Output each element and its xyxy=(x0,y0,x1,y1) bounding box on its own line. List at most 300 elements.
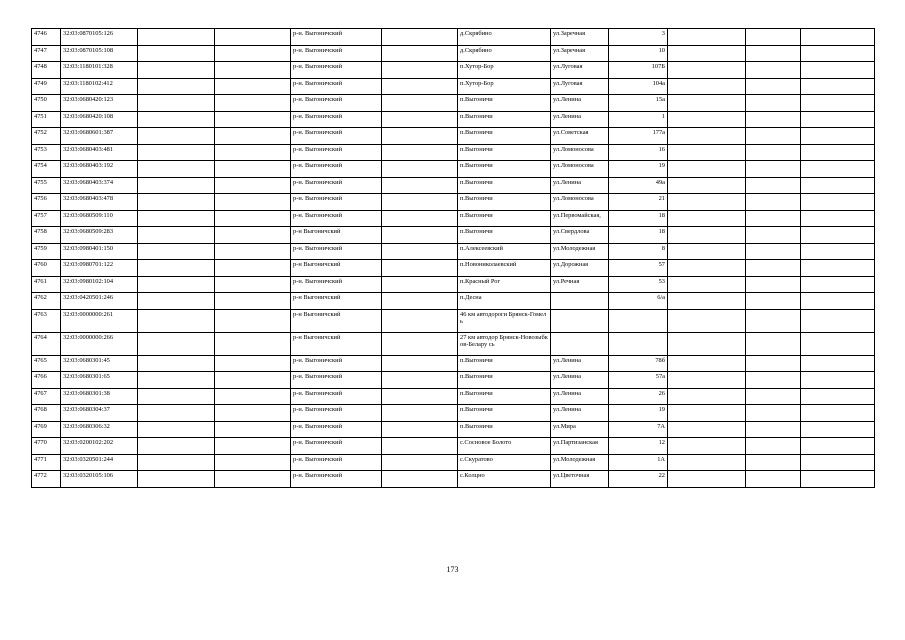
cell-house: 8 xyxy=(609,243,668,260)
cell-empty xyxy=(215,293,291,310)
cell-house: 3 xyxy=(609,29,668,46)
cell-locality: п.Алексеевский xyxy=(458,243,551,260)
cell-empty xyxy=(138,355,215,372)
cell-empty xyxy=(801,227,875,244)
cell-cadastral-number: 32:03:0680403:481 xyxy=(61,144,138,161)
cell-street: ул.Советская xyxy=(551,128,609,145)
cell-district: р-н. Выгоничский xyxy=(291,438,382,455)
cell-number: 4772 xyxy=(32,471,61,488)
cell-cadastral-number: 32:03:0680306:32 xyxy=(61,421,138,438)
cell-cadastral-number: 32:03:0680509:110 xyxy=(61,210,138,227)
cell-empty xyxy=(138,177,215,194)
cell-empty xyxy=(668,210,746,227)
table-row xyxy=(32,421,875,438)
cell-empty xyxy=(668,388,746,405)
cell-empty xyxy=(801,421,875,438)
cell-number: 4756 xyxy=(32,194,61,211)
cell-locality: п.Красный Рог xyxy=(458,276,551,293)
cell-house: 57а xyxy=(609,372,668,389)
cell-empty xyxy=(801,243,875,260)
cell-empty xyxy=(138,243,215,260)
cell-empty xyxy=(382,194,458,211)
cell-empty xyxy=(138,309,215,332)
table-row xyxy=(32,293,875,310)
cell-empty xyxy=(668,405,746,422)
cell-district: р-н Выгоничский xyxy=(291,309,382,332)
cell-locality: п.Выгоничи xyxy=(458,95,551,112)
cell-empty xyxy=(801,332,875,355)
cell-locality: п.Выгоничи xyxy=(458,128,551,145)
cell-locality: п.Хутор-Бор xyxy=(458,62,551,79)
cell-empty xyxy=(746,210,801,227)
cell-locality: с.Скуратово xyxy=(458,454,551,471)
table-row xyxy=(32,260,875,277)
cell-street: ул.Мира xyxy=(551,421,609,438)
table-row xyxy=(32,471,875,488)
cell-empty xyxy=(746,260,801,277)
cell-number: 4751 xyxy=(32,111,61,128)
table-row xyxy=(32,177,875,194)
cell-street: ул.Ленина xyxy=(551,355,609,372)
cell-street xyxy=(551,293,609,310)
cell-cadastral-number: 32:03:0420501:246 xyxy=(61,293,138,310)
cell-empty xyxy=(746,243,801,260)
cell-empty xyxy=(668,45,746,62)
cell-cadastral-number: 32:03:0000000:266 xyxy=(61,332,138,355)
cell-empty xyxy=(382,355,458,372)
cell-house: 107Б xyxy=(609,62,668,79)
cell-house: 16 xyxy=(609,144,668,161)
cell-empty xyxy=(668,372,746,389)
cell-locality: п.Выгоничи xyxy=(458,194,551,211)
cell-empty xyxy=(668,243,746,260)
cell-locality: п.Выгоничи xyxy=(458,355,551,372)
cell-empty xyxy=(382,29,458,46)
cell-district: р-н. Выгоничский xyxy=(291,78,382,95)
cell-cadastral-number: 32:03:0680301:45 xyxy=(61,355,138,372)
cell-empty xyxy=(801,471,875,488)
cell-empty xyxy=(668,421,746,438)
cell-street: ул.Заречная xyxy=(551,29,609,46)
cell-number: 4767 xyxy=(32,388,61,405)
cell-empty xyxy=(746,62,801,79)
registry-body xyxy=(32,29,875,488)
cell-district: р-н. Выгоничский xyxy=(291,177,382,194)
cell-number: 4770 xyxy=(32,438,61,455)
cell-house: 22 xyxy=(609,471,668,488)
cell-empty xyxy=(138,332,215,355)
cell-empty xyxy=(746,438,801,455)
cell-empty xyxy=(138,111,215,128)
cell-house: 19 xyxy=(609,161,668,178)
cell-empty xyxy=(746,29,801,46)
cell-empty xyxy=(215,161,291,178)
cell-empty xyxy=(746,276,801,293)
cell-empty xyxy=(801,372,875,389)
cell-empty xyxy=(668,111,746,128)
cell-empty xyxy=(215,471,291,488)
cell-number: 4760 xyxy=(32,260,61,277)
cell-empty xyxy=(746,128,801,145)
cell-empty xyxy=(382,405,458,422)
table-row xyxy=(32,438,875,455)
cell-district: р-н. Выгоничский xyxy=(291,243,382,260)
cell-locality: 46 км автодороги Брянск-Гомель xyxy=(458,309,551,332)
cell-number: 4750 xyxy=(32,95,61,112)
cell-street: ул.Луговая xyxy=(551,62,609,79)
cell-house: 104а xyxy=(609,78,668,95)
cell-cadastral-number: 32:03:0980102:104 xyxy=(61,276,138,293)
cell-street: ул.Ломоносова xyxy=(551,161,609,178)
cell-district: р-н. Выгоничский xyxy=(291,421,382,438)
cell-empty xyxy=(215,405,291,422)
cell-empty xyxy=(746,471,801,488)
table-row xyxy=(32,355,875,372)
cell-street: ул.Ленина xyxy=(551,372,609,389)
cell-district: р-н. Выгоничский xyxy=(291,372,382,389)
cell-empty xyxy=(382,177,458,194)
cell-empty xyxy=(746,355,801,372)
cell-empty xyxy=(138,405,215,422)
cell-number: 4757 xyxy=(32,210,61,227)
cell-street xyxy=(551,309,609,332)
table-row xyxy=(32,95,875,112)
cell-house: 10 xyxy=(609,45,668,62)
cell-empty xyxy=(382,372,458,389)
cell-empty xyxy=(746,388,801,405)
cell-street: ул.Ленина xyxy=(551,177,609,194)
cell-empty xyxy=(215,29,291,46)
cell-empty xyxy=(215,276,291,293)
table-row xyxy=(32,454,875,471)
cell-empty xyxy=(382,78,458,95)
cell-empty xyxy=(138,388,215,405)
cell-number: 4753 xyxy=(32,144,61,161)
cell-empty xyxy=(382,128,458,145)
cell-empty xyxy=(746,45,801,62)
table-row xyxy=(32,405,875,422)
cell-street: ул.Дорожная xyxy=(551,260,609,277)
cell-empty xyxy=(801,144,875,161)
cell-empty xyxy=(668,194,746,211)
cell-empty xyxy=(215,111,291,128)
cell-locality: с.Колцно xyxy=(458,471,551,488)
cell-house: 6/а xyxy=(609,293,668,310)
cell-empty xyxy=(382,276,458,293)
table-row xyxy=(32,332,875,355)
cell-empty xyxy=(215,243,291,260)
cell-empty xyxy=(215,388,291,405)
cell-empty xyxy=(801,194,875,211)
cell-locality: с.Сосновое Болото xyxy=(458,438,551,455)
cell-empty xyxy=(801,45,875,62)
cell-number: 4761 xyxy=(32,276,61,293)
cell-empty xyxy=(138,95,215,112)
cell-empty xyxy=(801,405,875,422)
cell-empty xyxy=(382,210,458,227)
cell-cadastral-number: 32:03:0680301:38 xyxy=(61,388,138,405)
cell-empty xyxy=(138,276,215,293)
cell-empty xyxy=(138,421,215,438)
cell-number: 4759 xyxy=(32,243,61,260)
cell-empty xyxy=(746,309,801,332)
cell-empty xyxy=(138,454,215,471)
cell-empty xyxy=(668,471,746,488)
cell-empty xyxy=(215,227,291,244)
cell-empty xyxy=(138,128,215,145)
cell-district: р-н Выгоничский xyxy=(291,293,382,310)
cell-empty xyxy=(668,293,746,310)
table-row xyxy=(32,243,875,260)
cell-empty xyxy=(215,194,291,211)
cell-house: 1 xyxy=(609,111,668,128)
cell-empty xyxy=(801,210,875,227)
cell-empty xyxy=(215,421,291,438)
cell-street: ул.Партизанская xyxy=(551,438,609,455)
cell-empty xyxy=(746,227,801,244)
cell-number: 4752 xyxy=(32,128,61,145)
cell-house xyxy=(609,332,668,355)
cell-empty xyxy=(668,161,746,178)
cell-district: р-н. Выгоничский xyxy=(291,405,382,422)
cell-empty xyxy=(382,227,458,244)
cell-empty xyxy=(382,62,458,79)
cell-locality: п.Выгоничи xyxy=(458,421,551,438)
cell-district: р-н. Выгоничский xyxy=(291,95,382,112)
cell-number: 4769 xyxy=(32,421,61,438)
cell-empty xyxy=(668,454,746,471)
cell-district: р-н. Выгоничский xyxy=(291,276,382,293)
cell-empty xyxy=(746,293,801,310)
cell-empty xyxy=(668,309,746,332)
cell-empty xyxy=(668,260,746,277)
cell-cadastral-number: 32:03:0680420:108 xyxy=(61,111,138,128)
cell-number: 4762 xyxy=(32,293,61,310)
cell-street: ул.Молодежная xyxy=(551,243,609,260)
cell-street: ул.Луговая xyxy=(551,78,609,95)
cell-empty xyxy=(382,438,458,455)
cell-district: р-н. Выгоничский xyxy=(291,194,382,211)
cell-empty xyxy=(382,45,458,62)
cell-empty xyxy=(215,95,291,112)
cell-district: р-н. Выгоничский xyxy=(291,111,382,128)
cell-house: 177а xyxy=(609,128,668,145)
cell-cadastral-number: 32:03:0680403:374 xyxy=(61,177,138,194)
cell-cadastral-number: 32:03:0980401:150 xyxy=(61,243,138,260)
cell-empty xyxy=(138,471,215,488)
cell-empty xyxy=(215,128,291,145)
cell-empty xyxy=(382,454,458,471)
cell-cadastral-number: 32:03:0980701:122 xyxy=(61,260,138,277)
cell-cadastral-number: 32:03:0680304:37 xyxy=(61,405,138,422)
cell-locality: п.Выгоничи xyxy=(458,388,551,405)
cell-empty xyxy=(668,128,746,145)
cell-cadastral-number: 32:03:0680509:283 xyxy=(61,227,138,244)
cell-empty xyxy=(215,309,291,332)
cell-locality: п.Новониколаевский xyxy=(458,260,551,277)
cell-empty xyxy=(801,29,875,46)
cell-empty xyxy=(801,128,875,145)
cell-cadastral-number: 32:03:0680403:192 xyxy=(61,161,138,178)
cell-locality: п.Выгоничи xyxy=(458,372,551,389)
cell-empty xyxy=(801,276,875,293)
table-row xyxy=(32,128,875,145)
cell-district: р-н. Выгоничский xyxy=(291,62,382,79)
cell-house: 57 xyxy=(609,260,668,277)
cell-number: 4754 xyxy=(32,161,61,178)
cell-empty xyxy=(138,438,215,455)
cell-empty xyxy=(746,161,801,178)
cell-empty xyxy=(138,161,215,178)
cell-district: р-н. Выгоничский xyxy=(291,388,382,405)
cell-empty xyxy=(801,355,875,372)
cell-empty xyxy=(746,332,801,355)
cell-number: 4768 xyxy=(32,405,61,422)
cell-district: р-н. Выгоничский xyxy=(291,471,382,488)
cell-number: 4764 xyxy=(32,332,61,355)
cell-empty xyxy=(746,144,801,161)
cell-locality: п.Выгоничи xyxy=(458,111,551,128)
cell-locality: п.Выгоничи xyxy=(458,405,551,422)
table-row xyxy=(32,45,875,62)
cell-empty xyxy=(215,454,291,471)
cell-number: 4766 xyxy=(32,372,61,389)
cell-street: ул.Ленина xyxy=(551,388,609,405)
cell-empty xyxy=(215,260,291,277)
cell-street xyxy=(551,332,609,355)
table-row xyxy=(32,227,875,244)
cell-number: 4747 xyxy=(32,45,61,62)
cell-cadastral-number: 32:03:0000000:261 xyxy=(61,309,138,332)
cell-empty xyxy=(138,45,215,62)
cell-empty xyxy=(668,29,746,46)
cell-house: 78б xyxy=(609,355,668,372)
table-row xyxy=(32,372,875,389)
cell-empty xyxy=(382,260,458,277)
cell-house: 18 xyxy=(609,227,668,244)
cell-empty xyxy=(138,293,215,310)
cell-empty xyxy=(668,177,746,194)
cell-cadastral-number: 32:03:0320105:106 xyxy=(61,471,138,488)
cell-empty xyxy=(382,293,458,310)
cell-district: р-н Выгоничский xyxy=(291,332,382,355)
cell-empty xyxy=(382,421,458,438)
cell-cadastral-number: 32:03:0680403:478 xyxy=(61,194,138,211)
cell-district: р-н. Выгоничский xyxy=(291,355,382,372)
cell-empty xyxy=(382,388,458,405)
cell-empty xyxy=(382,471,458,488)
cell-empty xyxy=(801,111,875,128)
table-row xyxy=(32,388,875,405)
cell-empty xyxy=(668,332,746,355)
cell-number: 4746 xyxy=(32,29,61,46)
cell-empty xyxy=(382,332,458,355)
cell-empty xyxy=(668,95,746,112)
cell-district: р-н. Выгоничский xyxy=(291,45,382,62)
cell-house: 26 xyxy=(609,388,668,405)
cell-street: ул.Ломоносова xyxy=(551,144,609,161)
cell-locality: д.Скрябино xyxy=(458,45,551,62)
cell-empty xyxy=(801,177,875,194)
cell-empty xyxy=(746,454,801,471)
cell-empty xyxy=(746,177,801,194)
cell-locality: п.Выгоничи xyxy=(458,177,551,194)
cell-empty xyxy=(215,45,291,62)
cell-street: ул.Ломоносова xyxy=(551,194,609,211)
cell-district: р-н. Выгоничский xyxy=(291,128,382,145)
cell-house: 15а xyxy=(609,95,668,112)
cell-empty xyxy=(138,194,215,211)
cell-district: р-н. Выгоничский xyxy=(291,144,382,161)
cell-number: 4755 xyxy=(32,177,61,194)
cell-cadastral-number: 32:03:0680601:387 xyxy=(61,128,138,145)
cell-district: р-н. Выгоничский xyxy=(291,454,382,471)
cell-empty xyxy=(746,78,801,95)
table-row xyxy=(32,111,875,128)
cell-house: 49а xyxy=(609,177,668,194)
cell-empty xyxy=(215,332,291,355)
cell-street: ул.Ленина xyxy=(551,95,609,112)
cell-street: ул.Цветочная xyxy=(551,471,609,488)
table-row xyxy=(32,309,875,332)
cell-empty xyxy=(382,111,458,128)
cell-empty xyxy=(215,177,291,194)
cell-empty xyxy=(801,309,875,332)
cell-district: р-н Выгоничский xyxy=(291,227,382,244)
cell-district: р-н. Выгоничский xyxy=(291,210,382,227)
cell-empty xyxy=(668,144,746,161)
cell-empty xyxy=(138,260,215,277)
registry-sheet xyxy=(31,28,875,488)
cell-empty xyxy=(382,243,458,260)
cell-empty xyxy=(215,78,291,95)
cell-empty xyxy=(138,227,215,244)
cell-empty xyxy=(801,161,875,178)
cell-locality: п.Хутор-Бор xyxy=(458,78,551,95)
cell-empty xyxy=(215,372,291,389)
cell-empty xyxy=(801,388,875,405)
cell-empty xyxy=(382,95,458,112)
cell-empty xyxy=(668,438,746,455)
cell-empty xyxy=(138,29,215,46)
cell-cadastral-number: 32:03:1180102:412 xyxy=(61,78,138,95)
cell-empty xyxy=(801,293,875,310)
cell-house xyxy=(609,309,668,332)
cell-empty xyxy=(138,78,215,95)
cell-empty xyxy=(215,144,291,161)
cell-number: 4758 xyxy=(32,227,61,244)
cell-empty xyxy=(215,438,291,455)
cell-house: 12 xyxy=(609,438,668,455)
cell-street: ул.Свердлова xyxy=(551,227,609,244)
cell-number: 4771 xyxy=(32,454,61,471)
cell-empty xyxy=(382,161,458,178)
cell-locality: д.Скрябино xyxy=(458,29,551,46)
cell-house: 53 xyxy=(609,276,668,293)
cell-empty xyxy=(215,62,291,79)
cell-empty xyxy=(138,372,215,389)
registry-table xyxy=(31,28,875,488)
page-number: 173 xyxy=(446,565,459,574)
table-row xyxy=(32,276,875,293)
cell-empty xyxy=(215,355,291,372)
cell-cadastral-number: 32:03:0320501:244 xyxy=(61,454,138,471)
cell-cadastral-number: 32:03:1180101:328 xyxy=(61,62,138,79)
cell-empty xyxy=(746,405,801,422)
cell-locality: п.Десна xyxy=(458,293,551,310)
cell-district: р-н. Выгоничский xyxy=(291,29,382,46)
cell-street: ул.Молодежная xyxy=(551,454,609,471)
